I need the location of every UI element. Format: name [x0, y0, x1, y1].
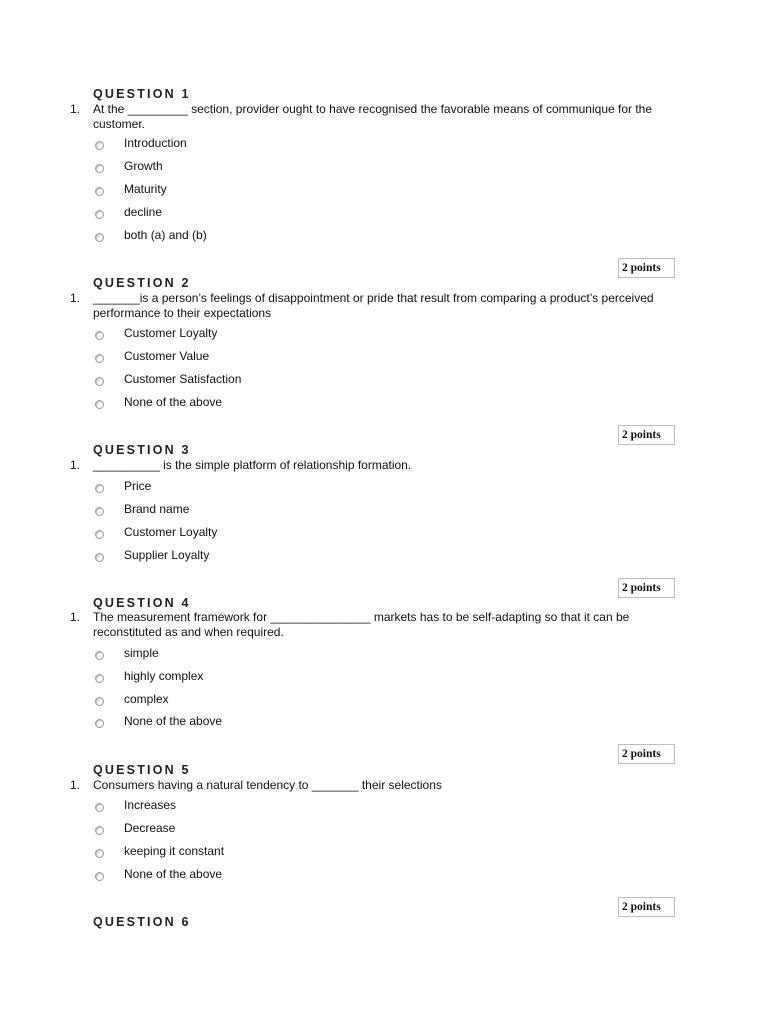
answer-option[interactable]	[93, 134, 393, 154]
answer-option[interactable]	[93, 842, 393, 862]
answer-option[interactable]	[93, 324, 393, 344]
option-label: Supplier Loyalty	[124, 548, 210, 562]
question-title: QUESTION 4	[93, 596, 191, 610]
answer-option[interactable]	[93, 865, 393, 885]
answer-option[interactable]	[93, 157, 393, 177]
option-label: decline	[124, 205, 163, 219]
option-label: Customer Satisfaction	[124, 372, 242, 386]
option-label: simple	[124, 646, 159, 660]
answer-option[interactable]	[93, 500, 393, 520]
question-title: QUESTION 2	[93, 276, 191, 290]
option-label: Price	[124, 479, 152, 493]
radio-button[interactable]	[95, 233, 104, 242]
answer-option[interactable]	[93, 523, 393, 543]
question-number: 1.	[70, 458, 81, 472]
question-number: 1.	[70, 778, 81, 792]
radio-button[interactable]	[95, 719, 104, 728]
question-text: At the _________ section, provider ought to have recognised the favorable means of communique for the customer.	[93, 102, 653, 131]
answer-option[interactable]	[93, 180, 393, 200]
radio-button[interactable]	[95, 377, 104, 386]
question-number: 1.	[70, 610, 81, 624]
points-badge: 2 points	[618, 425, 675, 445]
radio-button[interactable]	[95, 697, 104, 706]
points-badge: 2 points	[618, 258, 675, 278]
radio-button[interactable]	[95, 872, 104, 881]
answer-option[interactable]	[93, 370, 393, 390]
question-text: Consumers having a natural tendency to _______ their selections	[93, 778, 442, 792]
answer-option[interactable]	[93, 347, 393, 367]
option-label: Decrease	[124, 821, 176, 835]
radio-button[interactable]	[95, 164, 104, 173]
radio-button[interactable]	[95, 141, 104, 150]
answer-option[interactable]	[93, 477, 393, 497]
option-label: None of the above	[124, 867, 223, 881]
radio-button[interactable]	[95, 651, 104, 660]
option-label: both (a) and (b)	[124, 228, 207, 242]
answer-option[interactable]	[93, 796, 393, 816]
points-badge: 2 points	[618, 897, 675, 917]
question-title: QUESTION 6	[93, 915, 191, 929]
option-label: keeping it constant	[124, 844, 225, 858]
answer-option[interactable]	[93, 690, 393, 710]
question-text: _______is a person’s feelings of disappointment or pride that result from comparing a product’s perceived performance to their expectations	[93, 291, 654, 320]
question-number: 1.	[70, 102, 81, 116]
question-text: __________ is the simple platform of relationship formation.	[93, 458, 412, 472]
radio-button[interactable]	[95, 674, 104, 683]
radio-button[interactable]	[95, 354, 104, 363]
option-label: None of the above	[124, 714, 223, 728]
option-label: Customer Loyalty	[124, 525, 218, 539]
answer-option[interactable]	[93, 203, 393, 223]
question-text: The measurement framework for _______________ markets has to be self-adapting so that it can be reconstituted as and when required.	[93, 610, 630, 639]
option-label: Brand name	[124, 502, 190, 516]
question-number: 1.	[70, 291, 81, 305]
option-label: None of the above	[124, 395, 223, 409]
answer-option[interactable]	[93, 226, 393, 246]
question-title: QUESTION 1	[93, 87, 191, 101]
option-label: Customer Value	[124, 349, 210, 363]
radio-button[interactable]	[95, 803, 104, 812]
radio-button[interactable]	[95, 187, 104, 196]
points-badge: 2 points	[618, 578, 675, 598]
option-label: Maturity	[124, 182, 167, 196]
answer-option[interactable]	[93, 393, 393, 413]
radio-button[interactable]	[95, 210, 104, 219]
question-title: QUESTION 3	[93, 443, 191, 457]
radio-button[interactable]	[95, 484, 104, 493]
radio-button[interactable]	[95, 849, 104, 858]
answer-option[interactable]	[93, 712, 393, 732]
option-label: highly complex	[124, 669, 204, 683]
option-label: Increases	[124, 798, 177, 812]
points-badge: 2 points	[618, 744, 675, 764]
answer-option[interactable]	[93, 667, 393, 687]
radio-button[interactable]	[95, 400, 104, 409]
question-title: QUESTION 5	[93, 763, 191, 777]
answer-option[interactable]	[93, 546, 393, 566]
option-label: Growth	[124, 159, 163, 173]
option-label: complex	[124, 692, 169, 706]
option-label: Customer Loyalty	[124, 326, 218, 340]
radio-button[interactable]	[95, 826, 104, 835]
radio-button[interactable]	[95, 331, 104, 340]
radio-button[interactable]	[95, 553, 104, 562]
radio-button[interactable]	[95, 530, 104, 539]
option-label: Introduction	[124, 136, 187, 150]
answer-option[interactable]	[93, 644, 393, 664]
radio-button[interactable]	[95, 507, 104, 516]
answer-option[interactable]	[93, 819, 393, 839]
